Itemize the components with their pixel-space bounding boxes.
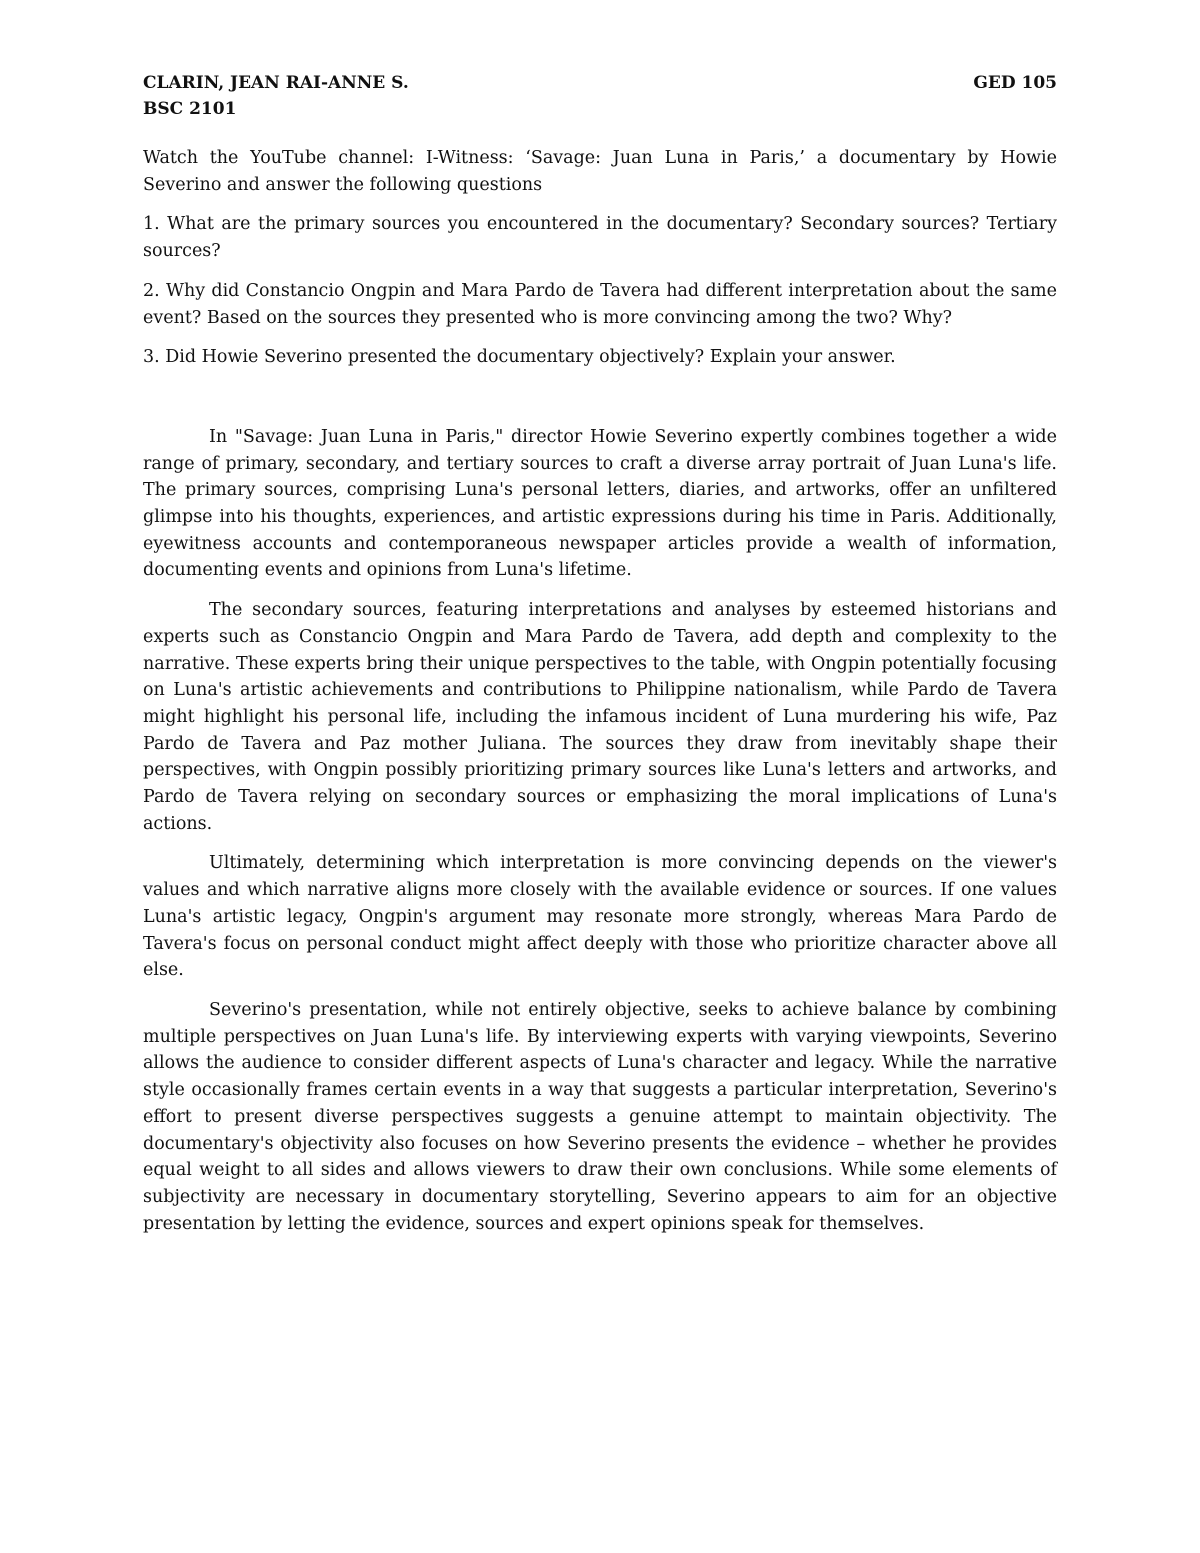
document-page [143, 70, 1057, 1250]
question-3: 3. Did Howie Severino presented the documentary objectively? Explain your answer. [143, 347, 896, 368]
question-1: 1. What are the primary sources you encountered in the documentary? Secondary sources? Tertiary sources? [143, 214, 1057, 262]
answer-paragraph-1: In "Savage: Juan Luna in Paris," director Howie Severino expertly combines together a wide range of primary, secondary, and tertiary sources to craft a diverse array portrait of Juan Luna's life. The primary sources, comprising Luna's personal letters, diaries, and artworks, offer an unfiltered glimpse into his thoughts, experiences, and artistic expressions during his time in Paris. Additionally, eyewitness accounts and contemporaneous newspaper articles provide a wealth of information, documenting events and opinions from Luna's lifetime. [143, 426, 1057, 581]
course-code: GED 105 [973, 73, 1057, 93]
question-2: 2. Why did Constancio Ongpin and Mara Pardo de Tavera had different interpretation about the same event? Based on the sources they presented who is more convincing among the two? Why? [143, 280, 1057, 328]
document-header [143, 70, 1057, 96]
answer-paragraph-2: The secondary sources, featuring interpretations and analyses by esteemed historians and experts such as Constancio Ongpin and Mara Pardo de Tavera, add depth and complexity to the narrative. These experts bring their unique perspectives to the table, with Ongpin potentially focusing on Luna's artistic achievements and contributions to Philippine nationalism, while Pardo de Tavera might highlight his personal life, including the infamous incident of Luna murdering his wife, Paz Pardo de Tavera and Paz mother Juliana. The sources they draw from inevitably shape their perspectives, with Ongpin possibly prioritizing primary sources like Luna's letters and artworks, and Pardo de Tavera relying on secondary sources or emphasizing the moral implications of Luna's actions. [143, 600, 1057, 834]
answer-paragraph-3: Ultimately, determining which interpretation is more convincing depends on the viewer's values and which narrative aligns more closely with the available evidence or sources. If one values Luna's artistic legacy, Ongpin's argument may resonate more strongly, whereas Mara Pardo de Tavera's focus on personal conduct might affect deeply with those who prioritize character above all else. [143, 853, 1057, 981]
section-code: BSC 2101 [143, 99, 237, 119]
answer-section [143, 424, 1057, 1237]
answer-paragraph-4: Severino's presentation, while not entirely objective, seeks to achieve balance by combining multiple perspectives on Juan Luna's life. By interviewing experts with varying viewpoints, Severino allows the audience to consider different aspects of Luna's character and legacy. While the narrative style occasionally frames certain events in a way that suggests a particular interpretation, Severino's effort to present diverse perspectives suggests a genuine attempt to maintain objectivity. The documentary's objectivity also focuses on how Severino presents the evidence – whether he provides equal weight to all sides and allows viewers to draw their own conclusions. While some elements of subjectivity are necessary in documentary storytelling, Severino appears to aim for an objective presentation by letting the evidence, sources and expert opinions speak for themselves. [143, 999, 1057, 1234]
instructions-text: Watch the YouTube channel: I-Witness: ‘Savage: Juan Luna in Paris,’ a documentary by Howie Severino and answer the following questions [143, 148, 1057, 195]
student-name: CLARIN, JEAN RAI-ANNE S. [143, 73, 409, 93]
